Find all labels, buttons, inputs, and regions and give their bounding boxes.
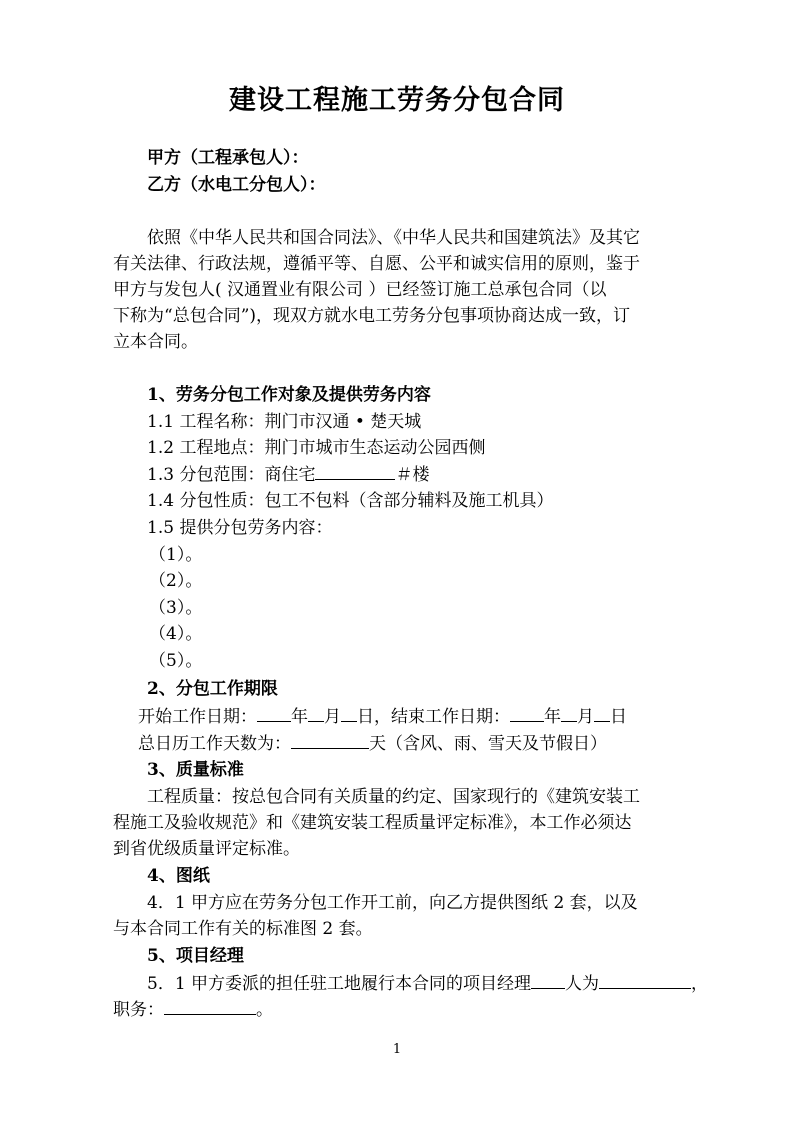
item-1-3-suffix: ＃楼	[395, 465, 430, 485]
section-3-heading: 3、质量标准	[147, 760, 244, 780]
quality-line-3: 到省优级质量评定标准。	[113, 839, 300, 859]
day-label: 日	[610, 707, 627, 727]
document-title: 建设工程施工劳务分包合同	[229, 85, 565, 116]
section-5-heading: 5、项目经理	[147, 946, 244, 966]
section-4-heading: 4、图纸	[147, 866, 210, 886]
drawings-line-1: 4．1 甲方应在劳务分包工作开工前，向乙方提供图纸 2 套，以及	[147, 893, 638, 913]
section-1-heading: 1、劳务分包工作对象及提供劳务内容	[147, 385, 431, 405]
party-a-label: 甲方（工程承包人）：	[147, 148, 309, 168]
list-item: （4）。	[149, 624, 203, 644]
manager-person-blank	[599, 971, 691, 989]
end-date-label: 日，结束工作日期：	[357, 707, 510, 727]
list-item: （1）。	[149, 545, 203, 565]
total-days-suffix: 天（含风、雨、雪天及节假日）	[369, 734, 607, 754]
manager-comma: ，	[691, 974, 709, 994]
intro-line-3: 甲方与发包人( 汉通置业有限公司 ）已经签订施工总承包合同（以	[113, 280, 607, 300]
item-1-4: 1.4 分包性质：包工不包料（含部分辅料及施工机具）	[147, 491, 554, 511]
list-item: （3）。	[149, 598, 203, 618]
quality-line-2: 程施工及验收规范》和《建筑安装工程质量评定标准》，本工作必须达	[113, 813, 632, 833]
end-year-blank	[510, 704, 544, 722]
month-label: 月	[577, 707, 594, 727]
quality-line-1: 工程质量：按总包合同有关质量的约定、国家现行的《建筑安装工	[147, 787, 640, 807]
total-days-line	[138, 731, 607, 756]
manager-mid-text: 人为	[565, 974, 600, 994]
month-label: 月	[324, 707, 341, 727]
work-dates-line	[138, 704, 627, 729]
intro-line-2: 有关法律、行政法规，遵循平等、自愿、公平和诚实信用的原则，鉴于	[113, 254, 640, 274]
item-1-1: 1.1 工程名称：荆门市汉通 • 楚天城	[147, 412, 422, 432]
start-year-blank	[257, 704, 291, 722]
position-blank	[164, 997, 256, 1015]
manager-label: 5．1 甲方委派的担任驻工地履行本合同的项目经理	[147, 974, 532, 994]
drawings-line-2: 与本合同工作有关的标准图 2 套。	[113, 919, 373, 939]
page-number: 1	[392, 1042, 402, 1057]
position-label: 职务：	[113, 1000, 164, 1020]
total-days-blank	[291, 731, 369, 749]
intro-line-5: 立本合同。	[113, 332, 198, 352]
section-2-heading: 2、分包工作期限	[147, 679, 278, 699]
end-month-blank	[561, 704, 577, 722]
manager-line-1	[147, 971, 708, 996]
item-1-3-label: 1.3 分包范围：商住宅	[147, 465, 316, 485]
building-number-blank	[315, 462, 395, 480]
item-1-2: 1.2 工程地点：荆门市城市生态运动公园西侧	[147, 438, 486, 458]
item-1-3	[147, 462, 429, 487]
end-day-blank	[594, 704, 610, 722]
party-b-label: 乙方（水电工分包人）：	[147, 175, 326, 195]
item-1-5: 1.5 提供分包劳务内容：	[147, 518, 333, 538]
intro-line-1: 依照《中华人民共和国合同法》、《中华人民共和国建筑法》及其它	[147, 228, 640, 248]
start-date-label: 开始工作日期：	[138, 707, 257, 727]
list-item: （2）。	[149, 571, 203, 591]
position-period: 。	[256, 1000, 273, 1020]
manager-name-blank	[531, 971, 565, 989]
total-days-label: 总日历工作天数为：	[138, 734, 291, 754]
year-label: 年	[291, 707, 308, 727]
intro-line-4: 下称为“总包合同”)，现双方就水电工劳务分包事项协商达成一致，订	[113, 306, 631, 326]
list-item: （5）。	[149, 651, 203, 671]
start-month-blank	[308, 704, 324, 722]
year-label: 年	[544, 707, 561, 727]
manager-line-2	[113, 997, 273, 1022]
start-day-blank	[341, 704, 357, 722]
